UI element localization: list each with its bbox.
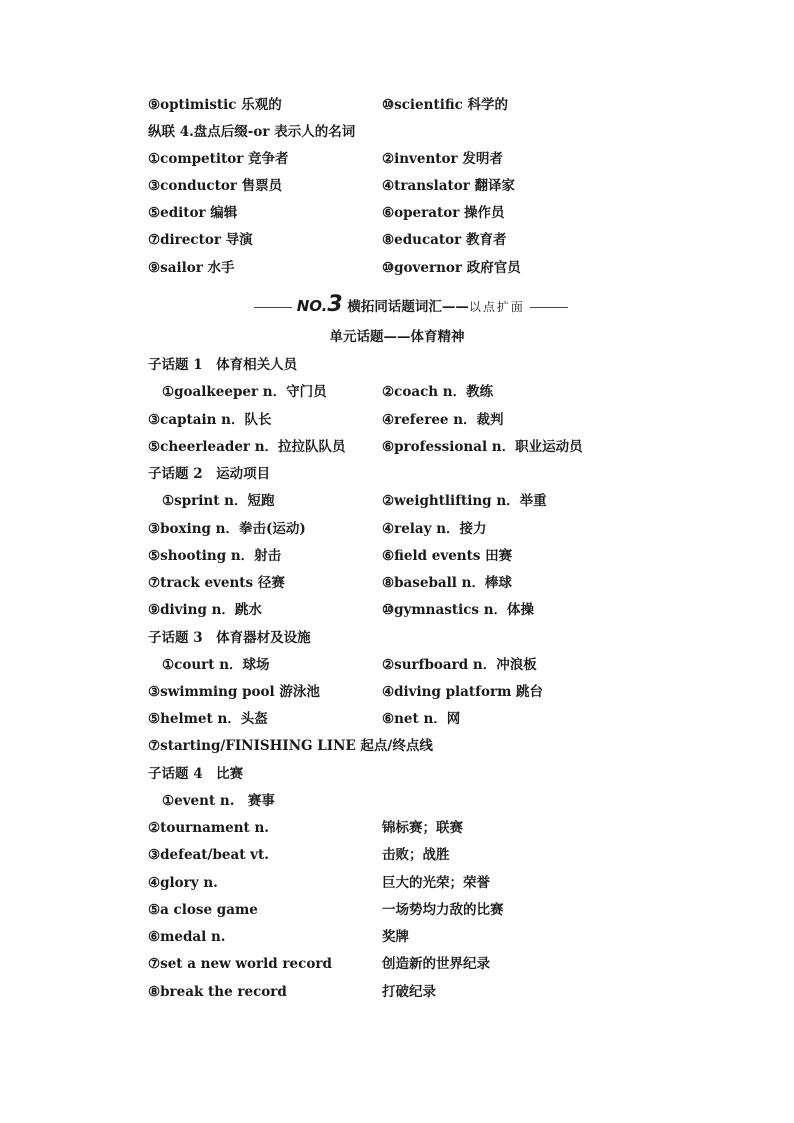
vocab-meaning: 锦标赛；联赛 [382,820,463,836]
vocab-item: ⑩governor 政府官员 [382,260,521,276]
vocab-item: ③defeat/beat vt. [148,847,269,863]
banner-rule-left [254,307,292,308]
vocab-item: ①event n. 赛事 [162,793,275,809]
vocab-item: ⑥field events 田赛 [382,548,513,564]
vocab-item: ①court n．球场 [162,657,270,673]
vocab-item: ②weightlifting n．举重 [382,493,547,509]
vocab-item: ⑨optimistic 乐观的 [148,97,282,113]
vocab-item: ④translator 翻译家 [382,178,516,194]
vocab-item: ②surfboard n．冲浪板 [382,657,537,673]
vocab-item: ③swimming pool 游泳池 [148,684,320,700]
vocab-meaning: 打破纪录 [382,984,436,1000]
banner-dash: — [441,299,456,315]
vocab-meaning: 一场势均力敌的比赛 [382,902,504,918]
vocab-item: ②coach n．教练 [382,384,494,400]
vocab-item: ③conductor 售票员 [148,178,283,194]
section-title: 纵联 4.盘点后缀-or 表示人的名词 [148,124,356,140]
vocab-item: ③boxing n．拳击(运动) [148,521,306,537]
banner-no: NO. [296,297,328,315]
topic-title: 子话题 3 体育器材及设施 [148,630,311,646]
vocab-item: ④relay n．接力 [382,521,487,537]
vocab-item: ④referee n．裁判 [382,412,504,428]
vocab-item: ⑥medal n. [148,929,226,945]
vocab-item: ⑨diving n．跳水 [148,602,262,618]
topic-title: 子话题 1 体育相关人员 [148,357,298,373]
vocab-item: ⑨sailor 水手 [148,260,235,276]
vocab-meaning: 击败；战胜 [382,847,450,863]
vocab-item: ⑦track events 径赛 [148,575,285,591]
section-banner [254,291,570,319]
vocab-item: ④diving platform 跳台 [382,684,544,700]
vocab-item: ⑤helmet n．头盔 [148,711,268,727]
vocab-item: ⑥net n．网 [382,711,461,727]
vocab-item: ⑧baseball n．棒球 [382,575,512,591]
vocab-item: ⑧break the record [148,984,287,1000]
topic-title: 子话题 2 运动项目 [148,466,271,482]
vocab-meaning: 巨大的光荣；荣誉 [382,875,490,891]
banner-number: 3 [327,292,343,317]
unit-topic-title: 单元话题——体育精神 [329,329,465,345]
vocab-item: ③captain n．队长 [148,412,272,428]
topic-title: 子话题 4 比赛 [148,766,244,782]
vocab-item: ⑦starting/FINISHING LINE 起点/终点线 [148,738,433,754]
vocab-item: ⑥professional n．职业运动员 [382,439,583,455]
vocab-item: ②inventor 发明者 [382,151,503,167]
vocab-item: ⑤a close game [148,902,258,918]
vocab-item: ①competitor 竞争者 [148,151,289,167]
vocab-item: ⑤editor 编辑 [148,205,238,221]
vocab-item: ④glory n. [148,875,218,891]
vocab-item: ⑩gymnastics n．体操 [382,602,535,618]
banner-subtitle: 以点扩面 [468,300,525,314]
vocab-item: ⑤shooting n．射击 [148,548,282,564]
vocab-meaning: 创造新的世界纪录 [382,956,490,972]
vocab-item: ⑦set a new world record [148,956,332,972]
banner-dash: — [455,299,469,315]
banner-title: 横拓同话题词汇 [347,299,442,315]
vocab-item: ①goalkeeper n．守门员 [162,384,327,400]
vocab-item: ⑦director 导演 [148,232,253,248]
vocab-item: ⑧educator 教育者 [382,232,507,248]
vocab-item: ⑥operator 操作员 [382,205,505,221]
vocab-meaning: 奖牌 [382,929,409,945]
vocab-item: ②tournament n. [148,820,269,836]
vocab-item: ①sprint n．短跑 [162,493,275,509]
vocab-item: ⑩scientific 科学的 [382,97,509,113]
vocab-item: ⑤cheerleader n．拉拉队队员 [148,439,346,455]
banner-rule-right [530,307,568,308]
